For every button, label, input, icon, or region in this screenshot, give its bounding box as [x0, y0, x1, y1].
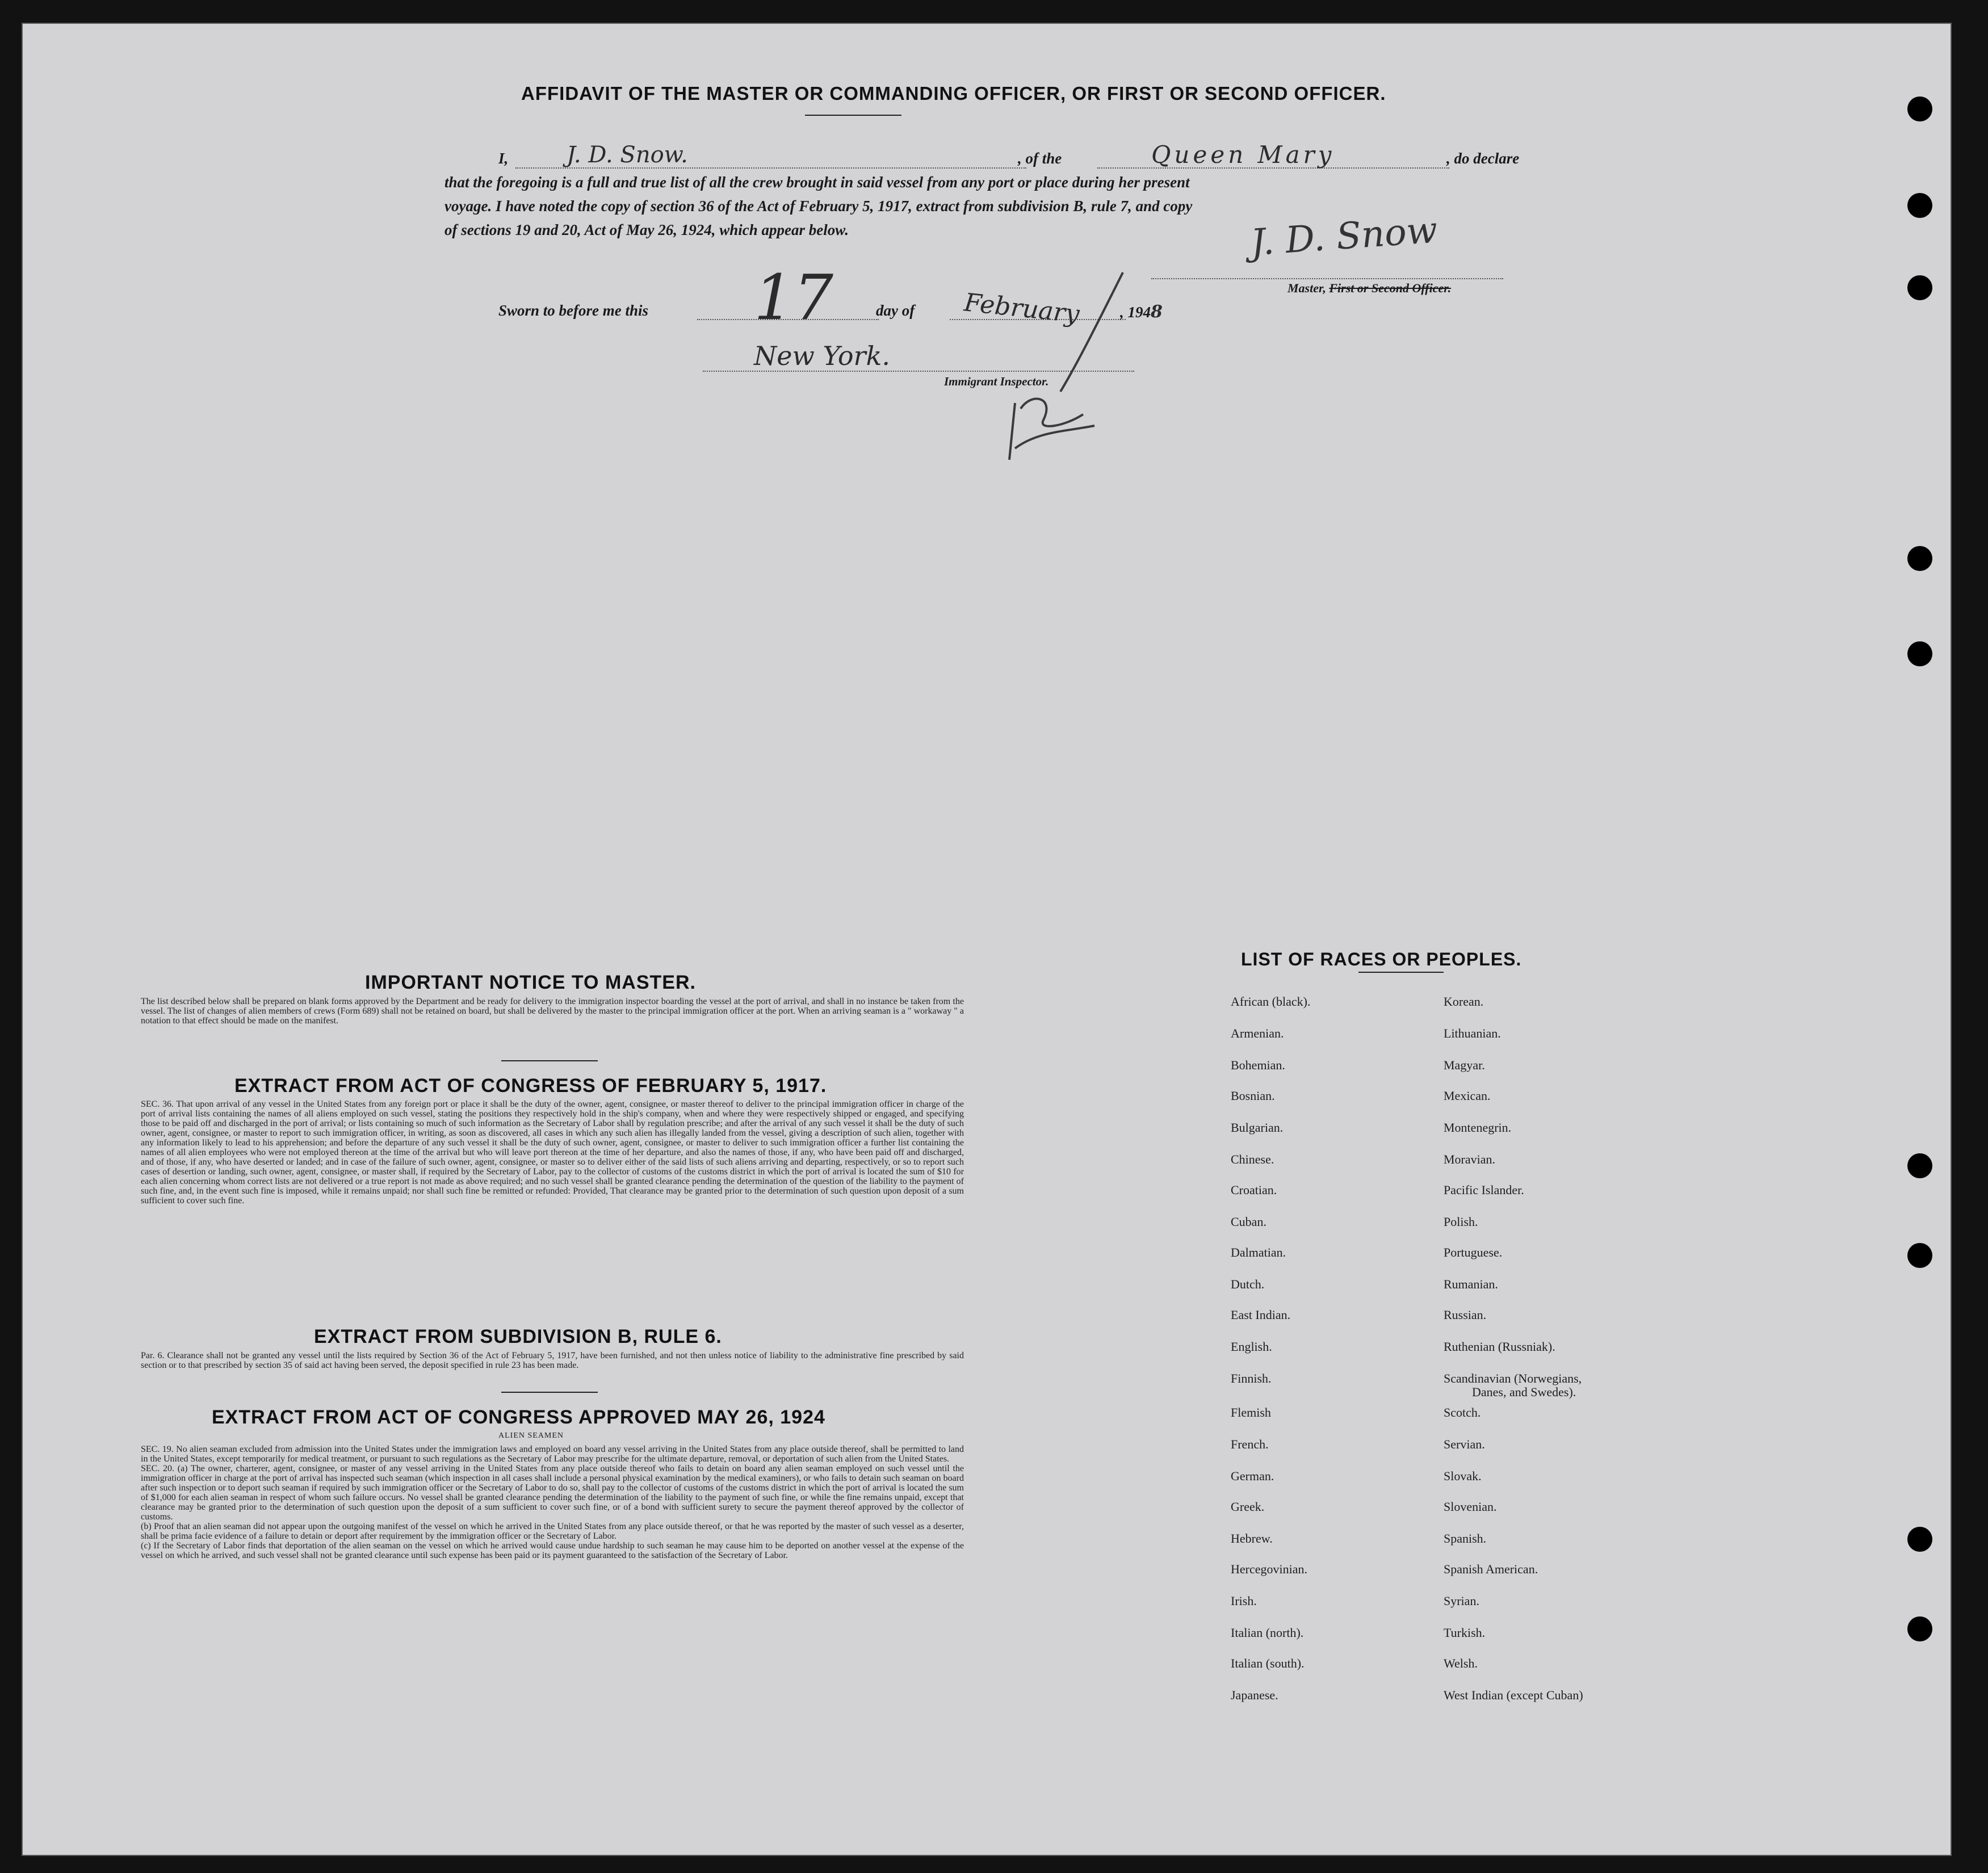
extract-1924-title: EXTRACT FROM ACT OF CONGRESS APPROVED MAY 26, 1924	[212, 1406, 825, 1428]
race-item: Bohemian.	[1231, 1058, 1285, 1072]
place-handwritten: New York.	[754, 341, 891, 371]
race-item: African (black).	[1231, 994, 1311, 1009]
race-item: Moravian.	[1444, 1152, 1496, 1166]
binder-hole	[1907, 96, 1932, 121]
month-handwritten: February	[962, 288, 1081, 329]
inspector-label: Immigrant Inspector.	[944, 375, 1049, 388]
master-title-label	[1287, 281, 1451, 296]
race-item: Flemish	[1231, 1405, 1271, 1420]
races-title: LIST OF RACES OR PEOPLES.	[1241, 949, 1522, 969]
race-item: Slovak.	[1444, 1469, 1482, 1483]
day-of-label: day of	[876, 302, 915, 319]
race-item: Italian (north).	[1231, 1626, 1304, 1640]
race-item: Korean.	[1444, 994, 1484, 1009]
notice-title: IMPORTANT NOTICE TO MASTER.	[365, 972, 696, 993]
of-the-label: , of the	[1018, 150, 1062, 167]
binder-hole	[1907, 641, 1932, 666]
document-page	[22, 23, 1952, 1856]
race-item: Servian.	[1444, 1437, 1485, 1451]
race-item: Finnish.	[1231, 1371, 1272, 1385]
race-item: Montenegrin.	[1444, 1120, 1512, 1135]
race-item: Dutch.	[1231, 1277, 1265, 1291]
binder-hole	[1907, 1153, 1932, 1178]
alien-seamen-subtitle: ALIEN SEAMEN	[498, 1431, 564, 1440]
master-label: Master,	[1287, 281, 1326, 295]
affidavit-line-4: of sections 19 and 20, Act of May 26, 1924, which appear below.	[444, 221, 849, 238]
divider	[501, 1392, 598, 1393]
race-item: Syrian.	[1444, 1594, 1479, 1608]
race-item: Turkish.	[1444, 1626, 1486, 1640]
master-signature: J. D. Snow	[1249, 209, 1439, 264]
race-item: Chinese.	[1231, 1152, 1274, 1166]
race-item: East Indian.	[1231, 1308, 1291, 1322]
race-item: English.	[1231, 1339, 1272, 1354]
race-item: Scotch.	[1444, 1405, 1481, 1420]
race-continuation: Danes, and Swedes).	[1472, 1385, 1576, 1399]
race-item: Magyar.	[1444, 1058, 1485, 1072]
affidavit-title: AFFIDAVIT OF THE MASTER OR COMMANDING OFFICER, OR FIRST OR SECOND OFFICER.	[521, 83, 1386, 104]
race-item: Ruthenian (Russniak).	[1444, 1339, 1555, 1354]
extract-1917-title: EXTRACT FROM ACT OF CONGRESS OF FEBRUARY 5, 1917.	[234, 1075, 827, 1097]
binder-hole	[1907, 193, 1932, 218]
do-declare-label: , do declare	[1446, 150, 1520, 167]
race-item: Croatian.	[1231, 1183, 1277, 1197]
race-item: Dalmatian.	[1231, 1245, 1286, 1259]
sec-20b-text: (b) Proof that an alien seaman did not appear upon the outgoing manifest of the vessel on which he arrived in the United States from any place outside thereof, or that he was reported by the master of such vessel as a deserter, shall be prima facie evidence of a failure to detain or deport after requirement by the immigration officer or the Secretary of Labor.	[141, 1522, 964, 1541]
race-item: Japanese.	[1231, 1688, 1278, 1702]
notice-body: The list described below shall be prepared on blank forms approved by the Department and be ready for delivery to the immigration inspector boarding the vessel at the port of arrival, and shall in no instance be taken from the vessel. The list of changes of alien members of crews (Form 689) shall not be retained on board, but shall be delivered by the master to the principal immigration officer at the port. When an arriving seaman is a " workaway " a notation to that effect should be made on the manifest.	[141, 997, 964, 1026]
race-item: Cuban.	[1231, 1215, 1266, 1229]
signature-line	[1151, 278, 1503, 279]
title-underline	[805, 115, 901, 116]
race-item: West Indian (except Cuban)	[1444, 1688, 1583, 1702]
race-item: Hebrew.	[1231, 1531, 1273, 1546]
race-item: Lithuanian.	[1444, 1026, 1501, 1040]
extract-1924-body	[141, 1444, 964, 1560]
sworn-label: Sworn to before me this	[498, 302, 649, 319]
race-item: Mexican.	[1444, 1089, 1491, 1103]
race-item: Slovenian.	[1444, 1500, 1497, 1514]
sec-20c-text: (c) If the Secretary of Labor finds that deportation of the alien seaman on the vessel on which he arrived would cause undue hardship to such seaman he may cause him to be deported on another vessel at the expense of the vessel on which he arrived, and such vessel shall not be granted clearance until such expense has been paid or its payment guaranteed to the satisfaction of the Secretary of Labor.	[141, 1541, 964, 1560]
day-handwritten: 17	[754, 261, 833, 334]
race-item: Italian (south).	[1231, 1656, 1305, 1670]
race-item: Spanish.	[1444, 1531, 1487, 1546]
races-underline	[1358, 972, 1444, 973]
year-printed: , 194	[1120, 304, 1151, 321]
binder-hole	[1907, 546, 1932, 571]
race-item: Irish.	[1231, 1594, 1257, 1608]
struck-officer-label: First or Second Officer.	[1329, 281, 1452, 295]
divider	[501, 1060, 598, 1061]
race-item: Pacific Islander.	[1444, 1183, 1524, 1197]
race-item: Portuguese.	[1444, 1245, 1503, 1259]
race-item: Scandinavian (Norwegians,	[1444, 1371, 1582, 1385]
year-handwritten: 8	[1151, 302, 1163, 322]
race-item: Russian.	[1444, 1308, 1487, 1322]
vessel-name-handwritten: Queen Mary	[1151, 141, 1335, 169]
race-item: Polish.	[1444, 1215, 1478, 1229]
race-item: Bulgarian.	[1231, 1120, 1284, 1135]
subdivision-body: Par. 6. Clearance shall not be granted any vessel until the lists required by Section 36 of the Act of February 5, 1917, have been furnished, and not then unless notice of liability to the administrative fine prescribed by said section or to that prescribed by section 35 of said act having been served, the deposit specified in rule 23 has been made.	[141, 1351, 964, 1370]
race-item: Armenian.	[1231, 1026, 1284, 1040]
race-item: French.	[1231, 1437, 1269, 1451]
sec-19-text: SEC. 19. No alien seaman excluded from admission into the United States under the immigration laws and employed on board any vessel arriving in the United States from any place outside thereof, shall be permitted to land in the United States, except temporarily for medical treatment, or pursuant to such regulations as the Secretary of Labor may prescribe for the ultimate departure, removal, or deportation of such alien from the United States.	[141, 1444, 964, 1464]
affidavit-i-label: I,	[498, 150, 509, 167]
affidavit-line-3: voyage. I have noted the copy of section 36 of the Act of February 5, 1917, extract from subdivision B, rule 7, and copy	[444, 198, 1193, 215]
race-item: German.	[1231, 1469, 1274, 1483]
master-name-handwritten: J. D. Snow.	[567, 142, 688, 168]
affidavit-line-2: that the foregoing is a full and true list of all the crew brought in said vessel from any port or place during her present	[444, 174, 1190, 191]
binder-hole	[1907, 275, 1932, 300]
binder-hole	[1907, 1527, 1932, 1552]
subdivision-title: EXTRACT FROM SUBDIVISION B, RULE 6.	[314, 1326, 722, 1347]
inspector-signature-scribble	[953, 261, 1146, 465]
race-item: Hercegovinian.	[1231, 1562, 1307, 1576]
race-item: Rumanian.	[1444, 1277, 1498, 1291]
race-item: Welsh.	[1444, 1656, 1478, 1670]
race-item: Bosnian.	[1231, 1089, 1275, 1103]
binder-hole	[1907, 1616, 1932, 1641]
sec-20a-text: SEC. 20. (a) The owner, charterer, agent, consignee, or master of any vessel arriving in the United States from any place outside thereof who fails to detain on board any alien seaman employed on such vessel until the immigration officer in charge at the port of arrival has inspected such seaman (which inspection in all cases shall include a personal physical examination by the medical examiners), or who fails to detain such seaman on board after such inspection or to deport such seaman if required by such immigration officer or the Secretary of Labor to do so, shall pay to the collector of customs of the customs district in which the port of arrival is located the sum of $1,000 for each alien seaman in respect of whom such failure occurs. No vessel shall be granted clearance pending the determination of the liability to the payment of such fine, or while the fine remains unpaid, except that clearance may be granted prior to the determination of such question upon the deposit of a sum sufficient to cover such fine, or of a bond with sufficient surety to secure the payment thereof approved by the collector of customs.	[141, 1464, 964, 1522]
race-item: Spanish American.	[1444, 1562, 1538, 1576]
race-item: Greek.	[1231, 1500, 1265, 1514]
binder-hole	[1907, 1243, 1932, 1268]
extract-1917-body: SEC. 36. That upon arrival of any vessel in the United States from any foreign port or place it shall be the duty of the owner, agent, consignee, or master thereof to deliver to the principal immigration officer in charge of the port of arrival lists containing the names of all aliens employed on such vessel, stating the positions they respectively hold in the ship's company, when and where they were respectively shipped or engaged, and specifying those to be paid off and discharged in the port of arrival; or lists containing so much of such information as the Secretary of Labor shall by regulation prescribe; and after the arrival of any such vessel it shall be the duty of such owner, agent, consignee, or master to report to such immigration officer, in writing, as soon as discovered, all cases in which any such alien has illegally landed from the vessel, giving a description of such alien, together with any information likely to lead to his apprehension; and before the departure of any such vessel it shall be the duty of such owner, agent, consignee, or master to deliver to such immigration officer a further list containing the names of all alien employees who were not employed thereon at the time of the arrival but who will leave port thereon at the time of her departure, and also the names of those, if any, who have been paid off and discharged, and of those, if any, who have deserted or landed; and in case of the failure of such owner, agent, consignee, or master so to deliver either of the said lists of such aliens arriving and departing, respectively, or so to report such cases of desertion or landing, such owner, agent, consignee, or master shall, if required by the Secretary of Labor, pay to the collector of customs of the customs district in which the port of arrival is located the sum of $10 for each alien concerning whom correct lists are not delivered or a true report is not made as above required; and no such vessel shall be granted clearance pending the determination of the question of the liability to the payment of such fine, and, in the event such fine is imposed, while it remains unpaid; nor shall such fine be remitted or refunded: Provided, That clearance may be granted prior to the determination of such question upon deposit of a sum sufficient to cover such fine.	[141, 1099, 964, 1206]
